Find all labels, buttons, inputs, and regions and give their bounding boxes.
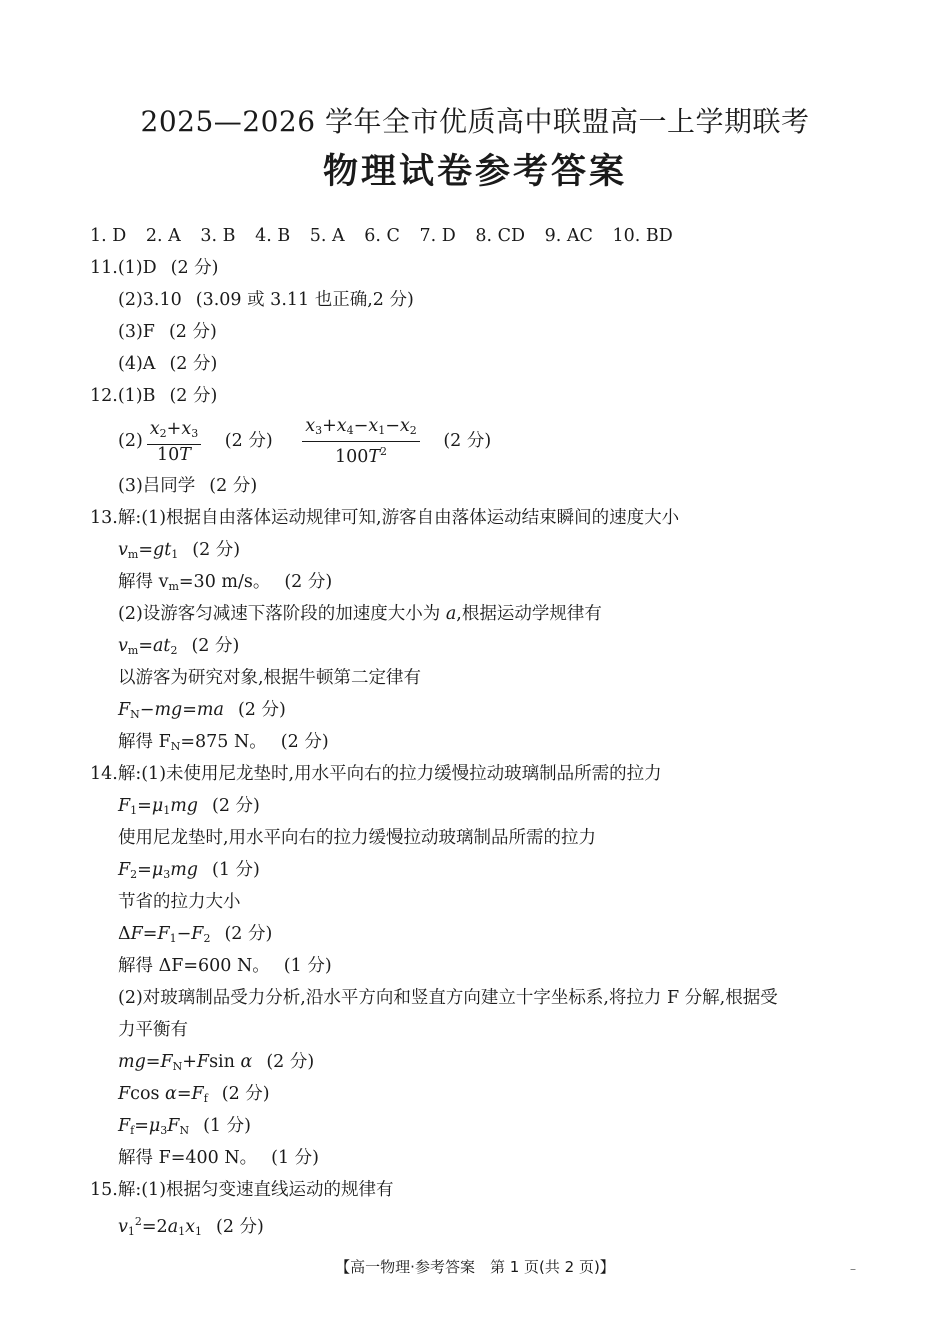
q14-eq: Fcos $\alpha=F_f$ (2 分) <box>118 1084 270 1105</box>
choice-answer: 3. B <box>200 226 236 246</box>
choice-answer: 8. CD <box>475 226 526 246</box>
choice-answer: 10. BD <box>612 226 673 246</box>
choice-answer: 6. C <box>364 226 400 246</box>
q14-eq: $F_f=\mu_3F_N$ (1 分) <box>118 1116 251 1137</box>
corner-mark: – <box>850 1262 856 1276</box>
q14-line: 14.解:(1)未使用尼龙垫时,用水平向右的拉力缓慢拉动玻璃制品所需的拉力 <box>90 764 662 784</box>
q14-eq: $mg=F_N+Fsin$ α (2 分) <box>118 1052 315 1073</box>
q13-line: 以游客为研究对象,根据牛顿第二定律有 <box>118 668 422 688</box>
document-subtitle: 物理试卷参考答案 <box>322 152 627 192</box>
q11-part2: (2)3.10 (3.09 或 3.11 也正确,2 分) <box>118 290 414 310</box>
choice-answer: 9. AC <box>544 226 593 246</box>
score: (2 分) <box>284 572 333 592</box>
q13-eq: $F_N-mg=ma$ (2 分) <box>118 700 286 721</box>
q14-line: 力平衡有 <box>118 1020 188 1040</box>
q11-part3: (3)F (2 分) <box>118 322 217 342</box>
q14-line: (2)对玻璃制品受力分析,沿水平方向和竖直方向建立十字坐标系,将拉力 F 分解,根据受 <box>118 988 778 1008</box>
q11-part1: 11.(1)D (2 分) <box>90 258 219 278</box>
fraction-acceleration: $\frac{x_3+x_4-x_1-x_2}{100T^2}$ <box>302 416 420 467</box>
q13-eq: $v_m=gt_1$ (2 分) <box>118 540 241 561</box>
score: (2 分) <box>169 386 218 406</box>
q14-eq: $F_1=\mu_1mg$ (2 分) <box>118 796 260 817</box>
score: (2 分) <box>221 1084 270 1104</box>
q14-line: 节省的拉力大小 <box>118 892 241 912</box>
score: (2 分) <box>280 732 329 752</box>
q13-line: 13.解:(1)根据自由落体运动规律可知,游客自由落体运动结束瞬间的速度大小 <box>90 508 680 528</box>
score: (2 分) <box>443 431 492 451</box>
q14-eq: $\Delta F=F_1-F_2$ (2 分) <box>118 924 273 945</box>
score: (2 分) <box>191 636 240 656</box>
q12-part2: (2) $\frac{x_2+x_3}{10T}$ (2 分) $\frac{x_3+x_4-x_1-x_2}{100T^2}$ (2 分) <box>118 416 492 467</box>
answer-body <box>90 220 880 1238</box>
q13-line: (2)设游客匀减速下落阶段的加速度大小为 a,根据运动学规律有 <box>118 604 602 624</box>
score: (2 分) <box>209 476 258 496</box>
choice-answer: 1. D <box>90 226 127 246</box>
q14-result: 解得 F=400 N。 (1 分) <box>118 1148 320 1168</box>
score: (2 分) <box>224 924 273 944</box>
q14-eq: $F_2=\mu_3mg$ (1 分) <box>118 860 260 881</box>
score: (2 分) <box>237 700 286 720</box>
choice-answers <box>90 220 880 252</box>
q14-line: 使用尼龙垫时,用水平向右的拉力缓慢拉动玻璃制品所需的拉力 <box>118 828 597 848</box>
score: (2 分) <box>224 431 273 451</box>
q11-part4: (4)A (2 分) <box>118 354 218 374</box>
q14-result: 解得 ΔF=600 N。 (1 分) <box>118 956 332 976</box>
exam-title: 2025—2026 学年全市优质高中联盟高一上学期联考 <box>140 105 810 138</box>
fraction-velocity: $\frac{x_2+x_3}{10T}$ <box>147 419 201 465</box>
q12-part3: (3)吕同学 (2 分) <box>118 476 258 496</box>
q13-result: 解得 $F_N=875$ N。 (2 分) <box>118 732 329 753</box>
choice-answer: 5. A <box>309 226 345 246</box>
page-footer: 【高一物理·参考答案 第 1 页(共 2 页)】 <box>335 1258 615 1276</box>
q13-eq: $v_m=at_2$ (2 分) <box>118 636 240 657</box>
choice-answer: 4. B <box>255 226 291 246</box>
score: (1 分) <box>212 860 260 880</box>
choice-answer: 7. D <box>419 226 456 246</box>
q13-result: 解得 $v_m=30$ m/s。 (2 分) <box>118 572 333 593</box>
score: (2 分) <box>216 1217 264 1237</box>
score: (2 分) <box>168 322 217 342</box>
score: (2 分) <box>170 258 219 278</box>
score: (1 分) <box>283 956 332 976</box>
score: (2 分) <box>212 796 260 816</box>
score: (1 分) <box>271 1148 320 1168</box>
choice-answer: 2. A <box>145 226 181 246</box>
score: (2 分) <box>169 354 218 374</box>
q15-line: 15.解:(1)根据匀变速直线运动的规律有 <box>90 1180 394 1200</box>
score: (1 分) <box>203 1116 251 1136</box>
score: (2 分) <box>192 540 241 560</box>
q12-part1: 12.(1)B (2 分) <box>90 386 218 406</box>
score: (2 分) <box>266 1052 315 1072</box>
q15-eq: $v_1^2=2a_1x_1$ (2 分) <box>118 1215 264 1238</box>
score: (3.09 或 3.11 也正确,2 分) <box>195 290 414 310</box>
